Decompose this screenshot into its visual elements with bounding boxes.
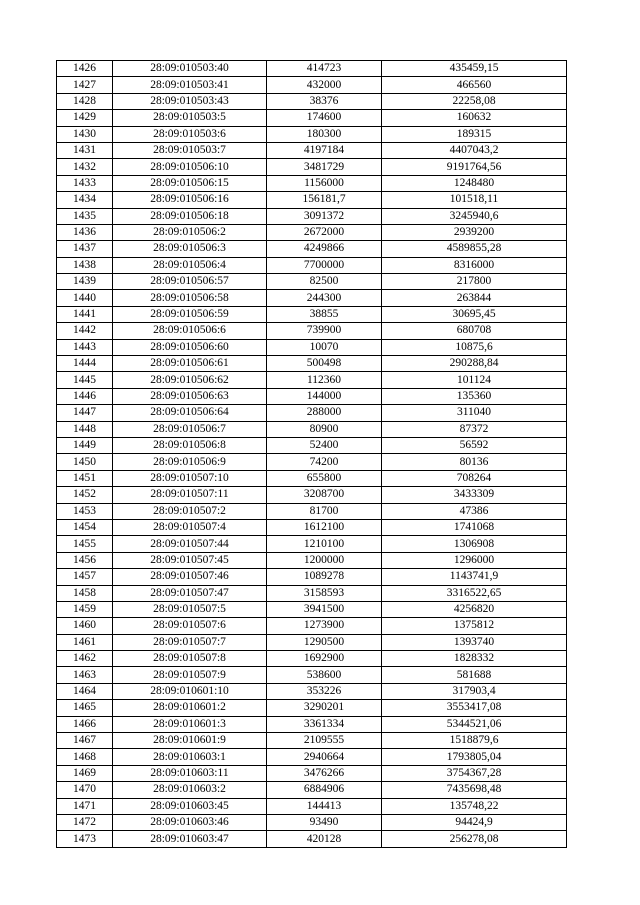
cadastral-number-cell: 28:09:010507:4 [113, 519, 267, 535]
value-cell: 1210100 [267, 536, 382, 552]
row-number-cell: 1437 [57, 241, 113, 257]
cadastral-number-cell: 28:09:010507:6 [113, 618, 267, 634]
value-cell: 38855 [267, 306, 382, 322]
value-cell: 655800 [267, 470, 382, 486]
cadastral-number-cell: 28:09:010603:47 [113, 831, 267, 847]
amount-cell: 311040 [382, 405, 567, 421]
cadastral-number-cell: 28:09:010506:60 [113, 339, 267, 355]
table-row [57, 700, 567, 716]
amount-cell: 317903,4 [382, 683, 567, 699]
row-number-cell: 1452 [57, 487, 113, 503]
cadastral-number-cell: 28:09:010503:40 [113, 61, 267, 77]
row-number-cell: 1440 [57, 290, 113, 306]
table-row [57, 437, 567, 453]
row-number-cell: 1457 [57, 569, 113, 585]
cadastral-number-cell: 28:09:010506:57 [113, 274, 267, 290]
row-number-cell: 1441 [57, 306, 113, 322]
cadastral-number-cell: 28:09:010506:61 [113, 356, 267, 372]
cadastral-number-cell: 28:09:010507:7 [113, 634, 267, 650]
value-cell: 3091372 [267, 208, 382, 224]
cadastral-number-cell: 28:09:010506:8 [113, 437, 267, 453]
table-row [57, 683, 567, 699]
cadastral-number-cell: 28:09:010506:18 [113, 208, 267, 224]
table-row [57, 208, 567, 224]
table-row [57, 405, 567, 421]
value-cell: 144000 [267, 388, 382, 404]
value-cell: 1273900 [267, 618, 382, 634]
row-number-cell: 1442 [57, 323, 113, 339]
row-number-cell: 1450 [57, 454, 113, 470]
value-cell: 74200 [267, 454, 382, 470]
table-row [57, 224, 567, 240]
amount-cell: 435459,15 [382, 61, 567, 77]
amount-cell: 1518879,6 [382, 733, 567, 749]
amount-cell: 217800 [382, 274, 567, 290]
cadastral-number-cell: 28:09:010506:63 [113, 388, 267, 404]
amount-cell: 135360 [382, 388, 567, 404]
amount-cell: 2939200 [382, 224, 567, 240]
table-row [57, 749, 567, 765]
value-cell: 6884906 [267, 782, 382, 798]
row-number-cell: 1426 [57, 61, 113, 77]
table-row [57, 454, 567, 470]
amount-cell: 466560 [382, 77, 567, 93]
cadastral-number-cell: 28:09:010506:3 [113, 241, 267, 257]
value-cell: 3476266 [267, 765, 382, 781]
value-cell: 81700 [267, 503, 382, 519]
table-row [57, 372, 567, 388]
amount-cell: 22258,08 [382, 93, 567, 109]
cadastral-number-cell: 28:09:010503:41 [113, 77, 267, 93]
amount-cell: 1296000 [382, 552, 567, 568]
table-row [57, 61, 567, 77]
row-number-cell: 1431 [57, 142, 113, 158]
amount-cell: 1793805,04 [382, 749, 567, 765]
amount-cell: 1306908 [382, 536, 567, 552]
row-number-cell: 1467 [57, 733, 113, 749]
row-number-cell: 1451 [57, 470, 113, 486]
cadastral-number-cell: 28:09:010603:45 [113, 798, 267, 814]
amount-cell: 10875,6 [382, 339, 567, 355]
cadastral-number-cell: 28:09:010506:58 [113, 290, 267, 306]
table-row [57, 126, 567, 142]
row-number-cell: 1460 [57, 618, 113, 634]
amount-cell: 94424,9 [382, 814, 567, 830]
table-row [57, 77, 567, 93]
cadastral-number-cell: 28:09:010506:15 [113, 175, 267, 191]
value-cell: 3941500 [267, 601, 382, 617]
row-number-cell: 1446 [57, 388, 113, 404]
value-cell: 180300 [267, 126, 382, 142]
amount-cell: 5344521,06 [382, 716, 567, 732]
value-cell: 38376 [267, 93, 382, 109]
row-number-cell: 1428 [57, 93, 113, 109]
row-number-cell: 1429 [57, 110, 113, 126]
row-number-cell: 1448 [57, 421, 113, 437]
table-row [57, 241, 567, 257]
amount-cell: 4589855,28 [382, 241, 567, 257]
value-cell: 2672000 [267, 224, 382, 240]
table-row [57, 323, 567, 339]
value-cell: 4197184 [267, 142, 382, 158]
amount-cell: 189315 [382, 126, 567, 142]
cadastral-number-cell: 28:09:010507:8 [113, 651, 267, 667]
table-row [57, 142, 567, 158]
amount-cell: 1393740 [382, 634, 567, 650]
cadastral-number-cell: 28:09:010506:16 [113, 192, 267, 208]
amount-cell: 7435698,48 [382, 782, 567, 798]
row-number-cell: 1472 [57, 814, 113, 830]
value-cell: 80900 [267, 421, 382, 437]
table-row [57, 831, 567, 847]
cadastral-number-cell: 28:09:010503:6 [113, 126, 267, 142]
table-row [57, 257, 567, 273]
row-number-cell: 1465 [57, 700, 113, 716]
amount-cell: 581688 [382, 667, 567, 683]
row-number-cell: 1443 [57, 339, 113, 355]
value-cell: 288000 [267, 405, 382, 421]
amount-cell: 3316522,65 [382, 585, 567, 601]
value-cell: 244300 [267, 290, 382, 306]
row-number-cell: 1434 [57, 192, 113, 208]
row-number-cell: 1444 [57, 356, 113, 372]
value-cell: 432000 [267, 77, 382, 93]
cadastral-number-cell: 28:09:010503:7 [113, 142, 267, 158]
cadastral-number-cell: 28:09:010506:59 [113, 306, 267, 322]
value-cell: 144413 [267, 798, 382, 814]
amount-cell: 708264 [382, 470, 567, 486]
value-cell: 3290201 [267, 700, 382, 716]
cadastral-number-cell: 28:09:010507:44 [113, 536, 267, 552]
value-cell: 500498 [267, 356, 382, 372]
table-row [57, 274, 567, 290]
amount-cell: 3754367,28 [382, 765, 567, 781]
table-body [57, 61, 567, 848]
cadastral-number-cell: 28:09:010506:2 [113, 224, 267, 240]
amount-cell: 160632 [382, 110, 567, 126]
value-cell: 156181,7 [267, 192, 382, 208]
value-cell: 7700000 [267, 257, 382, 273]
row-number-cell: 1427 [57, 77, 113, 93]
row-number-cell: 1470 [57, 782, 113, 798]
table-row [57, 552, 567, 568]
cadastral-number-cell: 28:09:010507:46 [113, 569, 267, 585]
data-table [56, 60, 567, 848]
value-cell: 174600 [267, 110, 382, 126]
cadastral-number-cell: 28:09:010603:11 [113, 765, 267, 781]
table-row [57, 159, 567, 175]
row-number-cell: 1463 [57, 667, 113, 683]
table-row [57, 519, 567, 535]
row-number-cell: 1455 [57, 536, 113, 552]
value-cell: 420128 [267, 831, 382, 847]
amount-cell: 1143741,9 [382, 569, 567, 585]
amount-cell: 263844 [382, 290, 567, 306]
table-row [57, 716, 567, 732]
row-number-cell: 1462 [57, 651, 113, 667]
value-cell: 4249866 [267, 241, 382, 257]
cadastral-number-cell: 28:09:010601:9 [113, 733, 267, 749]
amount-cell: 1248480 [382, 175, 567, 191]
amount-cell: 4407043,2 [382, 142, 567, 158]
amount-cell: 9191764,56 [382, 159, 567, 175]
row-number-cell: 1461 [57, 634, 113, 650]
value-cell: 414723 [267, 61, 382, 77]
table-row [57, 814, 567, 830]
table-row [57, 192, 567, 208]
row-number-cell: 1466 [57, 716, 113, 732]
cadastral-number-cell: 28:09:010506:4 [113, 257, 267, 273]
row-number-cell: 1430 [57, 126, 113, 142]
amount-cell: 3245940,6 [382, 208, 567, 224]
amount-cell: 80136 [382, 454, 567, 470]
cadastral-number-cell: 28:09:010507:2 [113, 503, 267, 519]
table-row [57, 618, 567, 634]
cadastral-number-cell: 28:09:010603:46 [113, 814, 267, 830]
row-number-cell: 1435 [57, 208, 113, 224]
cadastral-number-cell: 28:09:010601:10 [113, 683, 267, 699]
table-row [57, 601, 567, 617]
amount-cell: 3553417,08 [382, 700, 567, 716]
value-cell: 112360 [267, 372, 382, 388]
cadastral-number-cell: 28:09:010507:11 [113, 487, 267, 503]
table-row [57, 421, 567, 437]
row-number-cell: 1447 [57, 405, 113, 421]
amount-cell: 1375812 [382, 618, 567, 634]
table-row [57, 585, 567, 601]
amount-cell: 290288,84 [382, 356, 567, 372]
row-number-cell: 1473 [57, 831, 113, 847]
row-number-cell: 1436 [57, 224, 113, 240]
row-number-cell: 1433 [57, 175, 113, 191]
row-number-cell: 1468 [57, 749, 113, 765]
value-cell: 1200000 [267, 552, 382, 568]
value-cell: 2940664 [267, 749, 382, 765]
table-row [57, 536, 567, 552]
cadastral-number-cell: 28:09:010506:6 [113, 323, 267, 339]
value-cell: 10070 [267, 339, 382, 355]
value-cell: 3361334 [267, 716, 382, 732]
amount-cell: 1828332 [382, 651, 567, 667]
value-cell: 353226 [267, 683, 382, 699]
row-number-cell: 1445 [57, 372, 113, 388]
amount-cell: 101124 [382, 372, 567, 388]
amount-cell: 1741068 [382, 519, 567, 535]
table-row [57, 110, 567, 126]
table-row [57, 388, 567, 404]
row-number-cell: 1464 [57, 683, 113, 699]
amount-cell: 87372 [382, 421, 567, 437]
value-cell: 2109555 [267, 733, 382, 749]
row-number-cell: 1471 [57, 798, 113, 814]
value-cell: 1692900 [267, 651, 382, 667]
value-cell: 1290500 [267, 634, 382, 650]
amount-cell: 47386 [382, 503, 567, 519]
table-row [57, 634, 567, 650]
table-row [57, 798, 567, 814]
cadastral-number-cell: 28:09:010507:47 [113, 585, 267, 601]
row-number-cell: 1454 [57, 519, 113, 535]
row-number-cell: 1469 [57, 765, 113, 781]
row-number-cell: 1458 [57, 585, 113, 601]
cadastral-number-cell: 28:09:010503:5 [113, 110, 267, 126]
cadastral-number-cell: 28:09:010507:5 [113, 601, 267, 617]
amount-cell: 56592 [382, 437, 567, 453]
cadastral-number-cell: 28:09:010603:2 [113, 782, 267, 798]
value-cell: 3208700 [267, 487, 382, 503]
value-cell: 82500 [267, 274, 382, 290]
table-row [57, 765, 567, 781]
table-row [57, 356, 567, 372]
value-cell: 1089278 [267, 569, 382, 585]
row-number-cell: 1449 [57, 437, 113, 453]
cadastral-number-cell: 28:09:010503:43 [113, 93, 267, 109]
value-cell: 3481729 [267, 159, 382, 175]
table-row [57, 651, 567, 667]
table-row [57, 569, 567, 585]
amount-cell: 3433309 [382, 487, 567, 503]
cadastral-number-cell: 28:09:010601:3 [113, 716, 267, 732]
amount-cell: 680708 [382, 323, 567, 339]
amount-cell: 30695,45 [382, 306, 567, 322]
value-cell: 1612100 [267, 519, 382, 535]
table-row [57, 733, 567, 749]
table-row [57, 306, 567, 322]
row-number-cell: 1453 [57, 503, 113, 519]
value-cell: 538600 [267, 667, 382, 683]
table-row [57, 487, 567, 503]
table-row [57, 470, 567, 486]
value-cell: 1156000 [267, 175, 382, 191]
row-number-cell: 1456 [57, 552, 113, 568]
cadastral-number-cell: 28:09:010506:9 [113, 454, 267, 470]
row-number-cell: 1459 [57, 601, 113, 617]
amount-cell: 256278,08 [382, 831, 567, 847]
cadastral-number-cell: 28:09:010506:7 [113, 421, 267, 437]
cadastral-number-cell: 28:09:010507:9 [113, 667, 267, 683]
cadastral-number-cell: 28:09:010506:62 [113, 372, 267, 388]
cadastral-number-cell: 28:09:010601:2 [113, 700, 267, 716]
row-number-cell: 1432 [57, 159, 113, 175]
table-row [57, 782, 567, 798]
table-row [57, 667, 567, 683]
value-cell: 739900 [267, 323, 382, 339]
table-row [57, 290, 567, 306]
table-row [57, 93, 567, 109]
amount-cell: 101518,11 [382, 192, 567, 208]
cadastral-number-cell: 28:09:010507:45 [113, 552, 267, 568]
cadastral-number-cell: 28:09:010506:10 [113, 159, 267, 175]
cadastral-number-cell: 28:09:010506:64 [113, 405, 267, 421]
value-cell: 93490 [267, 814, 382, 830]
row-number-cell: 1439 [57, 274, 113, 290]
cadastral-number-cell: 28:09:010603:1 [113, 749, 267, 765]
amount-cell: 135748,22 [382, 798, 567, 814]
value-cell: 52400 [267, 437, 382, 453]
row-number-cell: 1438 [57, 257, 113, 273]
table-row [57, 175, 567, 191]
amount-cell: 4256820 [382, 601, 567, 617]
amount-cell: 8316000 [382, 257, 567, 273]
table-row [57, 503, 567, 519]
value-cell: 3158593 [267, 585, 382, 601]
table-row [57, 339, 567, 355]
cadastral-number-cell: 28:09:010507:10 [113, 470, 267, 486]
